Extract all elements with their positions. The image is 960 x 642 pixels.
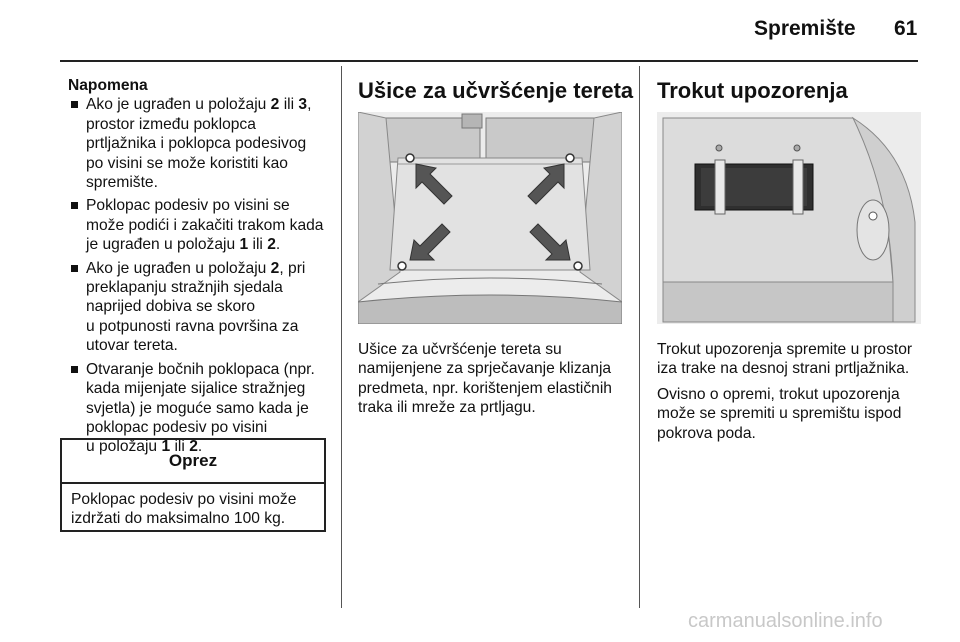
bullet-line: prostor između poklopca	[86, 115, 256, 133]
caution-line: izdržati do maksimalno 100 kg.	[71, 510, 286, 528]
bullet-line: u potpunosti ravna površina za	[86, 317, 299, 335]
bullet-line: Ako je ugrađen u položaju 2, pri	[86, 259, 306, 277]
paragraph-line: Trokut upozorenja spremite u prostor	[657, 341, 913, 358]
position-number: 2	[267, 236, 276, 254]
bullet-line: je ugrađen u položaju 1 ili 2.	[86, 236, 281, 254]
bullet-line: prtljažnika i poklopca podesivog	[86, 135, 307, 153]
note-bullet-list	[68, 95, 330, 456]
warning-triangle-paragraph-1	[657, 340, 925, 379]
note-bullet-item	[68, 95, 330, 192]
bullet-line: utovar tereta.	[86, 337, 178, 355]
bullet-line: kada mijenjate sijalice stražnjeg	[86, 380, 306, 398]
caution-title: Oprez	[62, 440, 324, 484]
note-title: Napomena	[68, 77, 148, 94]
paragraph-line: iza trake na desnoj strani prtljažnika.	[657, 360, 910, 378]
bullet-line: po visini se može koristiti kao	[86, 154, 288, 172]
cargo-eyes-illustration	[358, 112, 622, 324]
caution-text	[62, 484, 324, 535]
position-number: 1	[161, 438, 171, 456]
column-divider-2	[639, 66, 640, 608]
position-number: 2	[189, 438, 198, 456]
bullet-line: Otvaranje bočnih poklopaca (npr.	[86, 360, 315, 378]
tie-downs-paragraph	[358, 340, 628, 418]
position-number: 2	[270, 259, 280, 277]
column-middle	[358, 78, 634, 418]
paragraph-line: Ovisno o opremi, trokut upozorenja	[657, 385, 900, 403]
note-bullet-item	[68, 259, 330, 356]
section-title-tie-downs: Ušice za učvršćenje tereta	[358, 78, 634, 103]
header-divider	[60, 60, 918, 62]
page-number: 61	[894, 17, 918, 40]
column-left	[68, 76, 330, 461]
caution-line: Poklopac podesiv po visini može	[71, 491, 297, 508]
warning-triangle-paragraph-2	[657, 385, 925, 443]
bullet-line: poklopac podesiv po visini	[86, 418, 268, 436]
paragraph-line: traka ili mreže za prtljagu.	[358, 399, 536, 417]
paragraph-line: može se spremiti u spremištu ispod	[657, 405, 902, 423]
warning-triangle-storage-illustration	[657, 112, 921, 324]
column-divider-1	[341, 66, 342, 608]
paragraph-line: Ušice za učvršćenje tereta su	[358, 341, 562, 358]
paragraph-line: pokrova poda.	[657, 424, 756, 442]
bullet-line: spremište.	[86, 174, 158, 192]
bullet-line: preklapanju stražnjih sjedala	[86, 279, 283, 297]
bullet-line: Poklopac podesiv po visini se	[86, 197, 290, 215]
paragraph-line: namijenjene za sprječavanje klizanja	[358, 360, 612, 378]
watermark-text: carmanualsonline.info	[688, 610, 883, 632]
bullet-line: u položaju 1 ili 2.	[86, 438, 203, 456]
paragraph-line: predmeta, npr. korištenjem elastičnih	[358, 379, 612, 397]
bullet-line: može podići i zakačiti trakom kada	[86, 216, 324, 234]
column-right	[657, 78, 925, 443]
position-number: 1	[239, 236, 249, 254]
bullet-line: naprijed dobiva se skoro	[86, 298, 256, 316]
position-number: 2	[270, 96, 280, 114]
caution-box	[60, 438, 326, 532]
bullet-line: Ako je ugrađen u položaju 2 ili 3,	[86, 96, 312, 114]
position-number: 3	[298, 96, 308, 114]
note-bullet-item	[68, 196, 330, 254]
bullet-line: svjetla) je moguće samo kada je	[86, 399, 309, 417]
section-title-warning-triangle: Trokut upozorenja	[657, 78, 848, 103]
page-title: Spremište	[754, 17, 856, 40]
